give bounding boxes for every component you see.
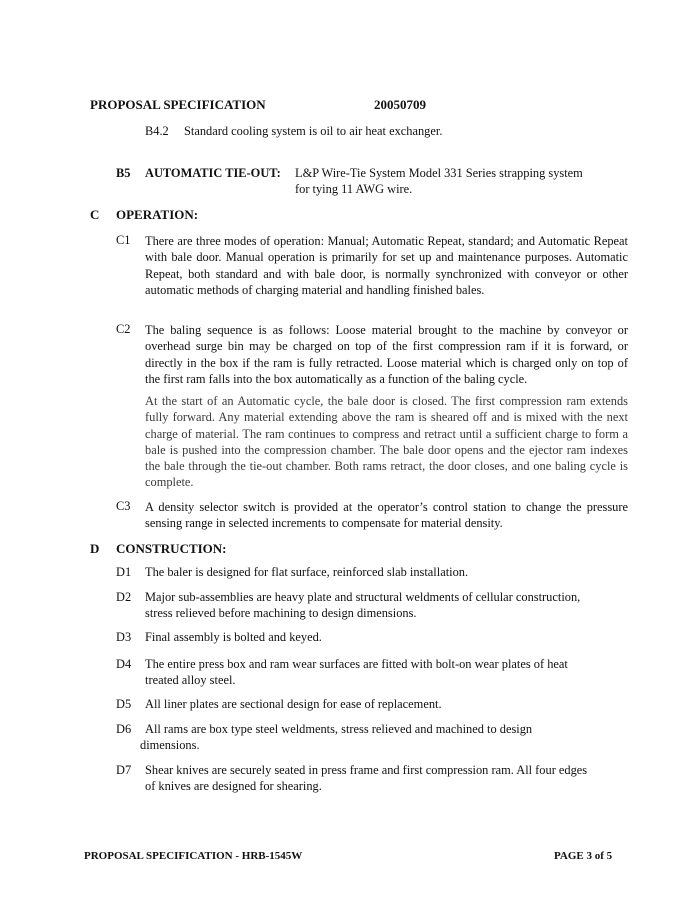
- item-text-d5: All liner plates are sectional design for ease of replacement.: [145, 697, 442, 711]
- item-title-b5: AUTOMATIC TIE-OUT:: [145, 166, 281, 180]
- item-text-c2-cycle: At the start of an Automatic cycle, the bale door is closed. The first compression ram extends fully forward. Any material extending above the ram is sheared off and is mixed with the next charge of material. The ram continues to compress and retract until a sufficient charge to form a bale is pushed into the compression chamber. The bale door opens and the ejector ram indexes the bale through the tie-out chamber. Both rams retract, the door closes, and one baling cycle is complete.: [145, 394, 628, 490]
- item-text-c1: There are three modes of operation: Manual; Automatic Repeat, standard; and Automatic Repeat with bale door. Manual operation is primarily for set up and maintenance purposes. Automatic Repeat, both standard and with bale door, is normally synchronized with conveyor or other automatic methods of charging material and handling finished bales.: [145, 234, 628, 297]
- item-code-d2: D2: [116, 590, 132, 604]
- item-text-b5-line2: for tying 11 AWG wire.: [295, 182, 413, 196]
- item-text-d2-line1: Major sub-assemblies are heavy plate and structural weldments of cellular construction,: [145, 590, 581, 604]
- item-text-d4-line2: treated alloy steel.: [145, 673, 236, 687]
- item-code-d6: D6: [116, 722, 132, 736]
- footer-page-number: PAGE 3 of 5: [554, 850, 613, 862]
- item-code-b5: B5: [116, 166, 131, 180]
- item-text-d7-line2: of knives are designed for shearing.: [145, 779, 322, 793]
- header-title: PROPOSAL SPECIFICATION: [90, 97, 266, 112]
- footer-title: PROPOSAL SPECIFICATION - HRB-1545W: [84, 850, 303, 862]
- item-code-c3: C3: [116, 499, 131, 513]
- item-text-d6-line1: All rams are box type steel weldments, stress relieved and machined to design: [145, 722, 533, 736]
- item-text-c2: The baling sequence is as follows: Loose material brought to the machine by conveyor or overhead surge bin may be charged on top of the first compression ram if it is forward, or directly in the box if the ram is fully retracted. Loose material which is charged only on top of the first ram falls into the box automatically as a function of the baling cycle.: [145, 323, 628, 386]
- item-code-c1: C1: [116, 233, 131, 247]
- item-code-d5: D5: [116, 697, 132, 711]
- item-text-d3: Final assembly is bolted and keyed.: [145, 630, 322, 644]
- item-text-d6-line2: dimensions.: [140, 738, 200, 752]
- item-text-d2-line2: stress relieved before machining to design dimensions.: [145, 606, 417, 620]
- item-text-b5-line1: L&P Wire-Tie System Model 331 Series strapping system: [295, 166, 583, 180]
- item-code-d1: D1: [116, 565, 132, 579]
- header-number: 20050709: [374, 97, 426, 112]
- section-letter-c: C: [90, 207, 100, 222]
- item-text-d7-line1: Shear knives are securely seated in press frame and first compression ram. All four edges: [145, 763, 588, 777]
- item-code-d4: D4: [116, 657, 132, 671]
- item-text-d4-line1: The entire press box and ram wear surfaces are fitted with bolt-on wear plates of heat: [145, 657, 568, 671]
- item-text-b42: Standard cooling system is oil to air heat exchanger.: [184, 124, 443, 138]
- item-code-d7: D7: [116, 763, 132, 777]
- section-letter-d: D: [90, 541, 100, 556]
- item-text-c3: A density selector switch is provided at the operator’s control station to change the pressure sensing range in selected increments to compensate for material density.: [145, 500, 628, 531]
- item-code-b42: B4.2: [145, 124, 169, 138]
- item-text-d1: The baler is designed for flat surface, reinforced slab installation.: [145, 565, 469, 579]
- section-title-construction: CONSTRUCTION:: [116, 541, 227, 556]
- item-code-c2: C2: [116, 322, 131, 336]
- item-code-d3: D3: [116, 630, 132, 644]
- section-title-operation: OPERATION:: [116, 207, 199, 222]
